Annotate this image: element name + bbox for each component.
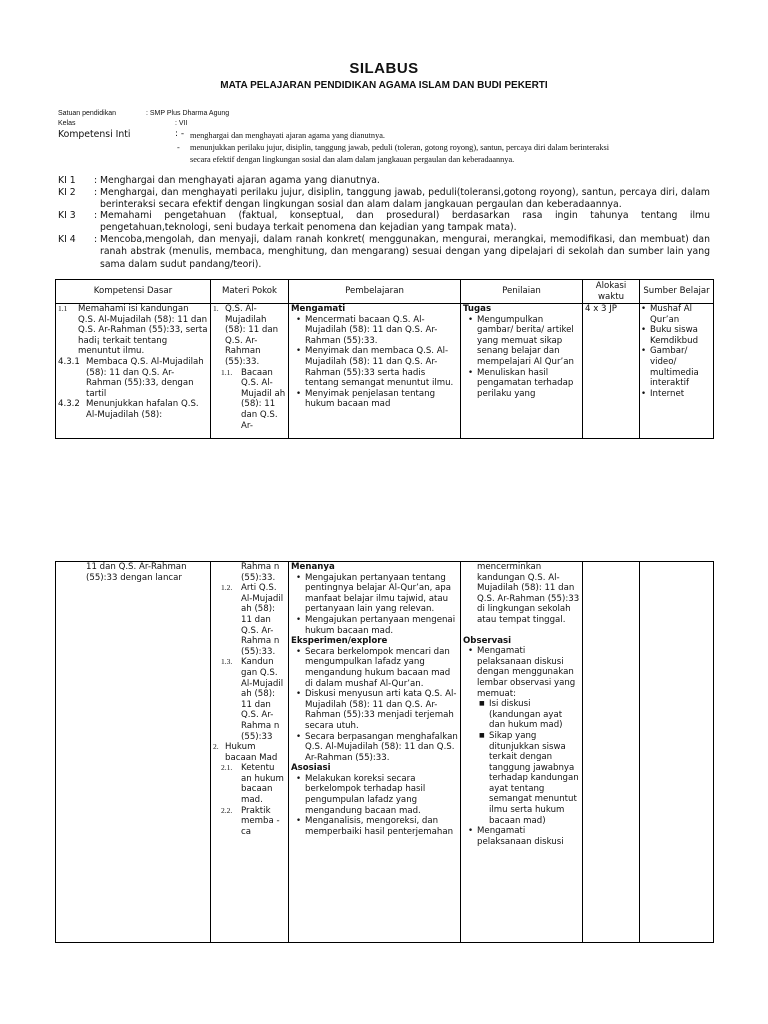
table-header-row [56, 280, 714, 304]
header-pembelajaran: Pembelajaran [289, 280, 461, 304]
mengamati-heading: Mengamati [291, 304, 346, 314]
table-row [56, 562, 714, 943]
list-item: • Secara berpasangan menghafalkan Q.S. Al-Mujadilah (58): 11 dan Q.S. Ar-Rahman (55):33. [305, 732, 458, 764]
menanya-list [291, 573, 458, 637]
materi-pokok-cell [211, 562, 289, 943]
materi-subitem: 2.1. Ketentu an hukum bacaan mad. [221, 763, 284, 806]
list-item: ■ Sikap yang ditunjukkan siswa terkait dengan tanggung jawabnya terhadap kandungan ayat tentang semangat menuntut ilmu serta hukum bacaan mad) [489, 731, 580, 826]
list-item: • Buku siswa Kemdikbud [650, 325, 711, 346]
ki-text: Menghargai dan menghayati ajaran agama yang dianutnya. [100, 175, 380, 186]
list-item: • Mencermati bacaan Q.S. Al-Mujadilah (58): 11 dan Q.S. Ar-Rahman (55):33. [305, 315, 458, 347]
list-item: ■ Isi diskusi (kandungan ayat dan hukum mad) [489, 699, 580, 731]
ki-code: KI 4 [58, 234, 76, 245]
document-title: SILABUS [349, 60, 419, 77]
materi-subitem: 1.3. Kandun gan Q.S. Al-Mujadil ah (58): 11 dan Q.S. Ar-Rahma n (55):33 [221, 657, 284, 742]
materi-item: 1. Q.S. Al-Mujadilah (58): 11 dan Q.S. Ar-Rahman (55):33. [213, 304, 279, 367]
list-item: • Internet [650, 389, 711, 400]
tugas-list [463, 315, 580, 400]
table-row [56, 304, 714, 439]
eksperimen-heading: Eksperimen/explore [291, 636, 388, 647]
satuan-pendidikan-line [58, 110, 229, 117]
list-item: • Menuliskan hasil pengamatan terhadap perilaku yang [477, 368, 580, 400]
list-item: • Mushaf Al Qur’an [650, 304, 711, 325]
list-item: • Menganalisis, mengoreksi, dan memperbaiki hasil penterjemahan [305, 816, 458, 837]
document-subtitle: MATA PELAJARAN PENDIDIKAN AGAMA ISLAM DAN BUDI PEKERTI [220, 80, 548, 91]
list-item: • Secara berkelompok mencari dan mengumpulkan lafadz yang mengandung hukum bacaan mad di dalam mushaf Al-Qur’an. [305, 647, 458, 689]
ki-colon: : [94, 187, 98, 198]
kd-item: 4.3.1 Membaca Q.S. Al-Mujadilah (58): 11 dan Q.S. Ar-Rahman (55):33, dengan tartil [58, 356, 204, 399]
observasi-sublist [477, 699, 580, 826]
kelas-label: Kelas [58, 120, 76, 127]
list-item: • Menyimak penjelasan tentang hukum bacaan mad [305, 389, 458, 410]
list-item: • Mengajukan pertanyaan tentang pentingnya belajar Al-Qur’an, apa manfaat belajar ilmu tajwid, atau pertanyaan lain yang relevan. [305, 573, 458, 615]
observasi-list [463, 646, 580, 847]
header-sumber-belajar: Sumber Belajar [640, 280, 714, 304]
list-item: • Mengamati pelaksanaan diskusi [477, 826, 580, 847]
list-item: • Gambar/ video/ multimedia interaktif [650, 346, 711, 388]
kompetensi-inti-label: Kompetensi Inti [58, 129, 131, 140]
kompetensi-inti-item-2-line-2: secara efektif dengan lingkungan sosial dan alam dalam jangkauan pergaulan dan keberadaannya. [190, 155, 515, 164]
list-item: • Mengamati pelaksanaan diskusi dengan menggunakan lembar observasi yang memuat: ■ Isi diskusi (kandungan ayat dan hukum mad) ■ Sikap yang ditunjukkan siswa terkait dengan tanggung jawabnya terhadap kandungan ayat tentang semangat menuntut ilmu serta hukum bacaan mad) [477, 646, 580, 826]
list-item: • Melakukan koreksi secara berkelompok terhadap hasil pengumpulan lafadz yang mengandung bacaan mad. [305, 774, 458, 816]
materi-subitem: 1.1. Bacaan Q.S. Al-Mujadil ah (58): 11 dan Q.S. Ar- [221, 367, 286, 431]
kompetensi-inti-dash: - [177, 143, 180, 152]
observasi-heading: Observasi [463, 635, 512, 646]
alokasi-waktu-cell [583, 562, 640, 943]
header-kompetensi-dasar: Kompetensi Dasar [56, 280, 211, 304]
silabus-table-page-2 [55, 561, 714, 943]
materi-item: 2. Hukum bacaan Mad [213, 742, 278, 763]
list-item: • Mengajukan pertanyaan mengenai hukum bacaan mad. [305, 615, 458, 636]
kd-item: 4.3.2 Menunjukkan hafalan Q.S. Al-Mujadilah (58): [58, 399, 199, 420]
pembelajaran-cell [289, 562, 461, 943]
materi-subitem: 2.2. Praktik memba -ca [221, 805, 280, 837]
ki-text: Mencoba,mengolah, dan menyaji, dalam ranah konkret( menggunakan, mengurai, merangkai, memodifikasi, dan membuat) dan ranah abstrak (menulis, membaca, menghitung, dan mengarang) sesuai dengan yang dipelajari di sekolah dan sumber lain yang sama dalam sudut pandang/teori). [100, 234, 710, 270]
ki-row-3 [58, 210, 710, 236]
kompetensi-dasar-cell [56, 562, 211, 943]
kompetensi-inti-item-2-line-1: menunjukkan perilaku jujur, disiplin, tanggung jawab, peduli (toleran, gotong royong), santun, percaya diri dalam berinteraksi [190, 143, 610, 152]
asosiasi-heading: Asosiasi [291, 763, 331, 774]
tugas-heading: Tugas [463, 304, 492, 314]
kelas-line [58, 120, 187, 127]
materi-continuation: Rahma n (55):33. [241, 562, 280, 583]
asosiasi-list [291, 774, 458, 838]
list-item: • Mengumpulkan gambar/ berita/ artikel yang memuat sikap senang belajar dan mempelajari Al Qur’an [477, 315, 580, 368]
sumber-list [642, 304, 711, 399]
header-penilaian: Penilaian [461, 280, 583, 304]
pembelajaran-cell [289, 304, 461, 439]
ki-text: Menghargai, dan menghayati perilaku jujur, disiplin, tanggung jawab, peduli(toleransi,gotong royong), santun, percaya diri, dalam berinteraksi secara efektif dengan lingkungan sosial dan alam dalam jangkauan pergaulan dan keberadaannya. [100, 187, 710, 211]
ki-colon: : [94, 234, 98, 245]
alokasi-waktu-cell: 4 x 3 JP [583, 304, 640, 439]
mengamati-list [291, 315, 458, 410]
kd-continuation: 11 dan Q.S. Ar-Rahman (55):33 dengan lancar [86, 562, 187, 583]
kd-item: 1.1 Memahami isi kandungan Q.S. Al-Mujadilah (58): 11 dan Q.S. Ar-Rahman (55):33, serta hadi¡ terkait tentang menuntut ilmu. [58, 304, 208, 357]
satuan-pendidikan-label: Satuan pendidikan [58, 110, 116, 117]
list-item: • Menyimak dan membaca Q.S. Al-Mujadilah (58): 11 dan Q.S. Ar-Rahman (55):33 serta hadis tentang semangat menuntut ilmu. [305, 346, 458, 388]
kompetensi-inti-colon: : - [175, 129, 185, 139]
ki-code: KI 3 [58, 210, 76, 221]
eksperimen-list [291, 647, 458, 764]
materi-subitem: 1.2. Arti Q.S. Al-Mujadil ah (58): 11 dan Q.S. Ar-Rahma n (55):33. [221, 583, 284, 657]
silabus-table-page-1 [55, 279, 714, 439]
ki-colon: : [94, 175, 98, 186]
list-item: • Diskusi menyusun arti kata Q.S. Al-Mujadilah (58): 11 dan Q.S. Ar-Rahman (55):33 menjadi terjemah secara utuh. [305, 689, 458, 731]
kompetensi-inti-item-1: menghargai dan menghayati ajaran agama yang dianutnya. [190, 131, 385, 140]
materi-pokok-cell [211, 304, 289, 439]
satuan-pendidikan-value: : SMP Plus Dharma Agung [146, 110, 230, 117]
penilaian-cell [461, 304, 583, 439]
sumber-belajar-cell [640, 562, 714, 943]
penilaian-cell [461, 562, 583, 943]
ki-text: Memahami pengetahuan (faktual, konseptual, dan prosedural) berdasarkan rasa ingin tahunya tentang ilmu pengetahuan,teknologi, seni budaya terkait penomena dan kejadian yang tampak mata). [100, 210, 710, 234]
sumber-belajar-cell [640, 304, 714, 439]
penilaian-continuation: mencerminkan kandungan Q.S. Al-Mujadilah (58): 11 dan Q.S. Ar-Rahman (55):33 di lingkungan sekolah atau tempat tinggal. [477, 562, 580, 625]
ki-code: KI 1 [58, 175, 76, 186]
header-materi-pokok: Materi Pokok [211, 280, 289, 304]
ki-code: KI 2 [58, 187, 76, 198]
kelas-value: : VII [175, 120, 188, 127]
menanya-heading: Menanya [291, 562, 335, 572]
ki-colon: : [94, 210, 98, 221]
header-alokasi-waktu: Alokasi waktu [583, 280, 640, 304]
ki-row-4 [58, 234, 710, 272]
kompetensi-dasar-cell [56, 304, 211, 439]
